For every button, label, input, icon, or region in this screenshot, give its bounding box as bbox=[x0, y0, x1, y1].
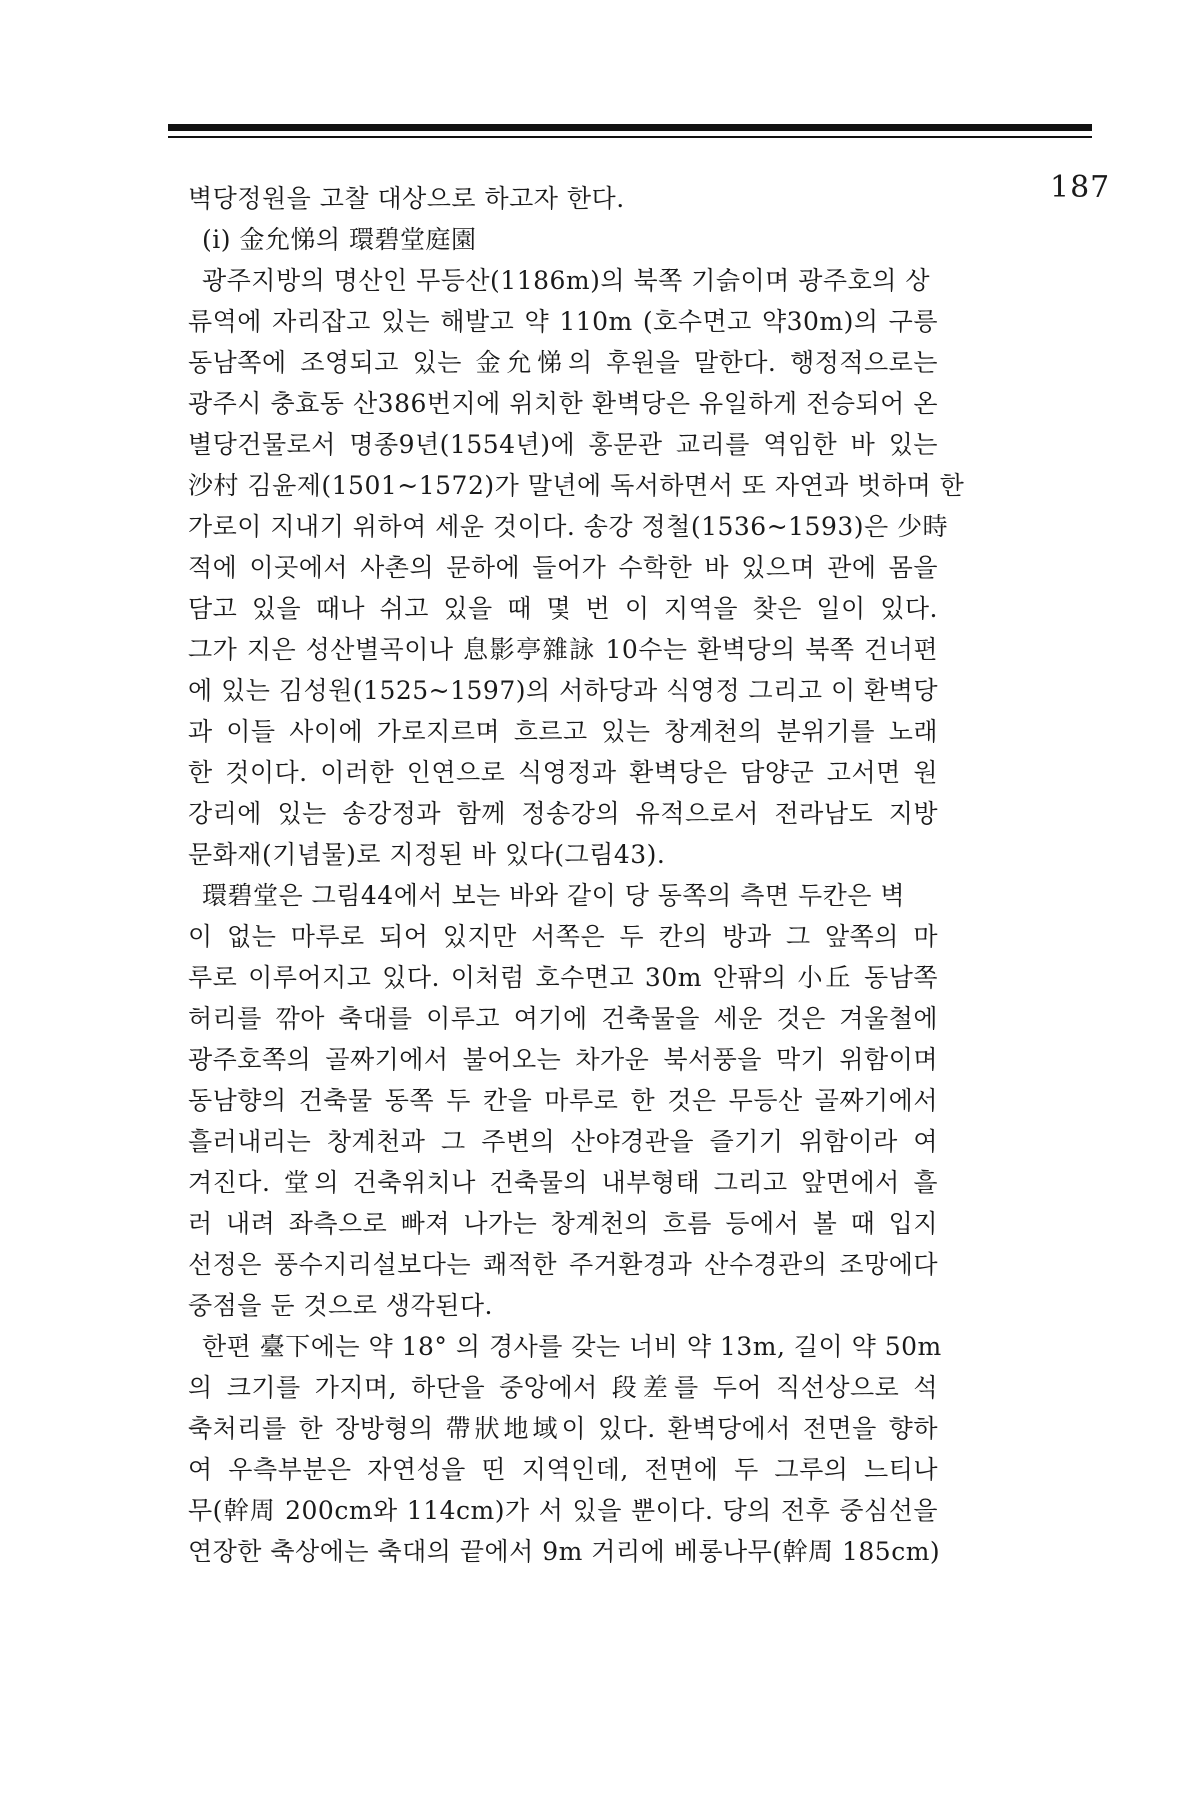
text-line: 이 없는 마루로 되어 있지만 서쪽은 두 칸의 방과 그 앞쪽의 마 bbox=[188, 922, 938, 951]
text-line: 선정은 풍수지리설보다는 쾌적한 주거환경과 산수경관의 조망에다 bbox=[188, 1250, 938, 1279]
text-line: 한편 臺下에는 약 18° 의 경사를 갖는 너비 약 13m, 길이 약 50m bbox=[202, 1332, 942, 1361]
text-line: 러 내려 좌측으로 빠져 나가는 창계천의 흐름 등에서 볼 때 입지 bbox=[188, 1209, 938, 1238]
text-line: 그가 지은 성산별곡이나 息影亭雜詠 10수는 환벽당의 북쪽 건너편 bbox=[188, 635, 938, 664]
text-line: 루로 이루어지고 있다. 이처럼 호수면고 30m 안팎의 小丘 동남쪽 bbox=[188, 963, 938, 992]
text-line: 축처리를 한 장방형의 帶狀地域이 있다. 환벽당에서 전면을 향하 bbox=[188, 1414, 938, 1443]
text-line: 環碧堂은 그림44에서 보는 바와 같이 당 동쪽의 측면 두칸은 벽 bbox=[202, 881, 905, 910]
text-line: 흘러내리는 창계천과 그 주변의 산야경관을 즐기기 위함이라 여 bbox=[188, 1127, 938, 1156]
text-line: 과 이들 사이에 가로지르며 흐르고 있는 창계천의 분위기를 노래 bbox=[188, 717, 938, 746]
text-line: 광주호쪽의 골짜기에서 불어오는 차가운 북서풍을 막기 위함이며 bbox=[188, 1045, 938, 1074]
text-line: 광주시 충효동 산386번지에 위치한 환벽당은 유일하게 전승되어 온 bbox=[188, 389, 938, 418]
text-line: 허리를 깎아 축대를 이루고 여기에 건축물을 세운 것은 겨울철에 bbox=[188, 1004, 938, 1033]
text-line: 별당건물로서 명종9년(1554년)에 홍문관 교리를 역임한 바 있는 bbox=[188, 430, 938, 459]
text-line: 한 것이다. 이러한 인연으로 식영정과 환벽당은 담양군 고서면 원 bbox=[188, 758, 938, 787]
text-line: 연장한 축상에는 축대의 끝에서 9m 거리에 베롱나무(幹周 185cm) bbox=[188, 1537, 941, 1566]
section-heading: (i) 金允悌의 環碧堂庭園 bbox=[202, 225, 477, 254]
text-line: 강리에 있는 송강정과 함께 정송강의 유적으로서 전라남도 지방 bbox=[188, 799, 938, 828]
header-rule-thin bbox=[168, 136, 1092, 138]
header-rule-thick bbox=[168, 124, 1092, 131]
text-line: 동남쪽에 조영되고 있는 金允悌의 후원을 말한다. 행정적으로는 bbox=[188, 348, 938, 377]
text-line: 겨진다. 堂의 건축위치나 건축물의 내부형태 그리고 앞면에서 흘 bbox=[188, 1168, 938, 1197]
text-line: 의 크기를 가지며, 하단을 중앙에서 段差를 두어 직선상으로 석 bbox=[188, 1373, 938, 1402]
text-line: 동남향의 건축물 동쪽 두 칸을 마루로 한 것은 무등산 골짜기에서 bbox=[188, 1086, 938, 1115]
text-line: 류역에 자리잡고 있는 해발고 약 110m (호수면고 약30m)의 구릉 bbox=[188, 307, 938, 336]
text-line: 문화재(기념물)로 지정된 바 있다(그림43). bbox=[188, 840, 666, 869]
text-line: 여 우측부분은 자연성을 띤 지역인데, 전면에 두 그루의 느티나 bbox=[188, 1455, 938, 1484]
text-line: 적에 이곳에서 사촌의 문하에 들어가 수학한 바 있으며 관에 몸을 bbox=[188, 553, 938, 582]
text-line: 에 있는 김성원(1525~1597)의 서하당과 식영정 그리고 이 환벽당 bbox=[188, 676, 938, 705]
text-line: 중점을 둔 것으로 생각된다. bbox=[188, 1291, 493, 1320]
text-line: 벽당정원을 고찰 대상으로 하고자 한다. bbox=[188, 184, 625, 213]
text-line: 가로이 지내기 위하여 세운 것이다. 송강 정철(1536~1593)은 少時 bbox=[188, 512, 949, 541]
page-number: 187 bbox=[1050, 170, 1111, 205]
text-line: 담고 있을 때나 쉬고 있을 때 몇 번 이 지역을 찾은 일이 있다. bbox=[188, 594, 938, 623]
text-line: 광주지방의 명산인 무등산(1186m)의 북쪽 기슭이며 광주호의 상 bbox=[202, 266, 930, 295]
body-text bbox=[188, 178, 965, 1572]
text-line: 沙村 김윤제(1501~1572)가 말년에 독서하면서 또 자연과 벗하며 한 bbox=[188, 471, 965, 500]
text-line: 무(幹周 200cm와 114cm)가 서 있을 뿐이다. 당의 전후 중심선을 bbox=[188, 1496, 938, 1525]
